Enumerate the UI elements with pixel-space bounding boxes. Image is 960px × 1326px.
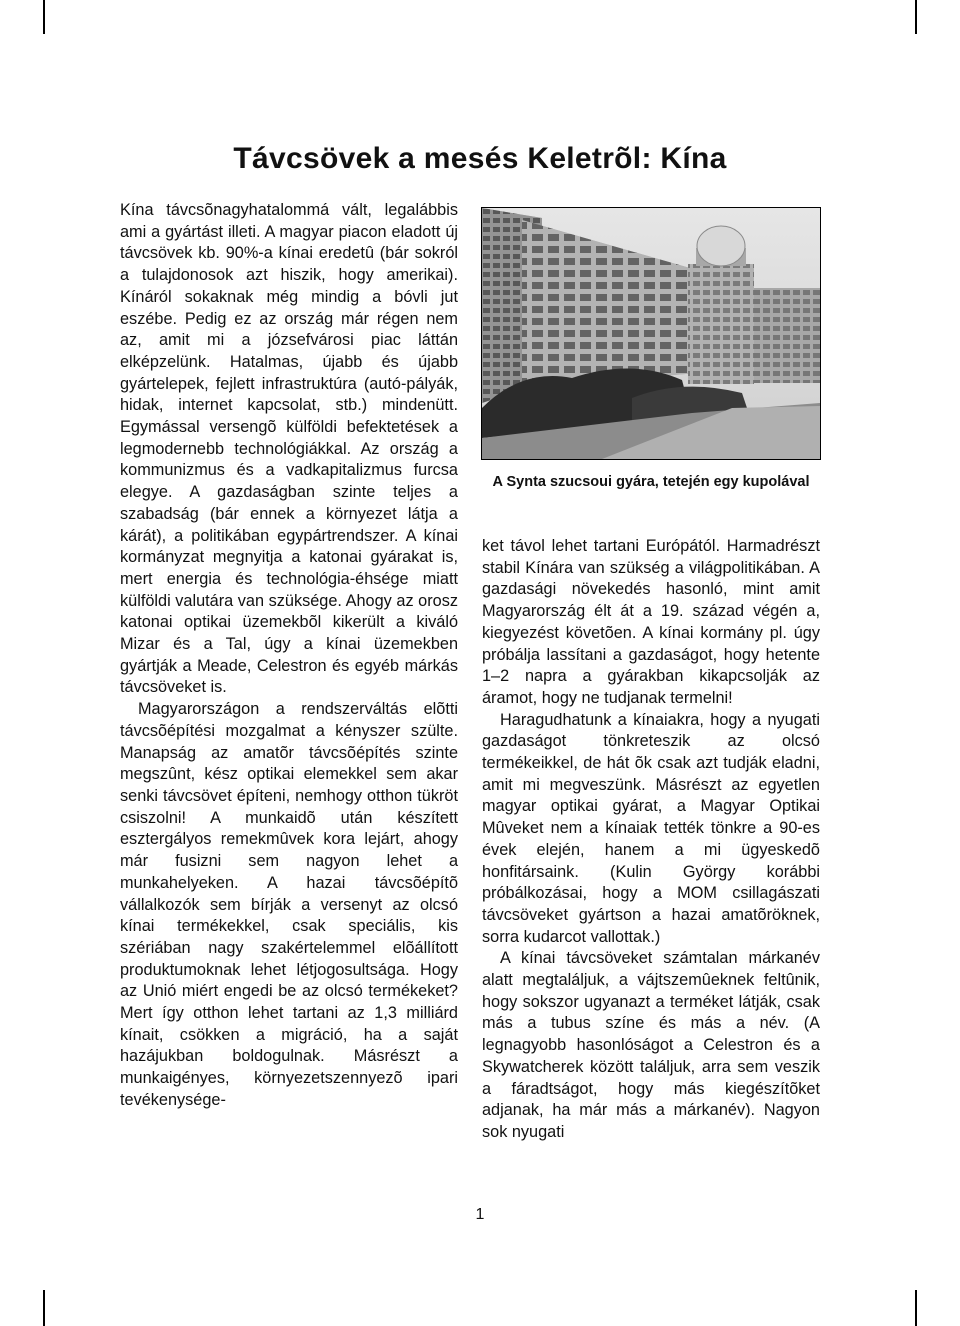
- left-column: [120, 200, 458, 1112]
- paragraph: ket távol lehet tartani Európától. Harmadrészt stabil Kínára van szükség a világpolitikában. A gazdasági növekedés hasonló, mint amit Magyarország élt át a 19. század végén a, kiegyezést követõen. A kínai kormány pl. úgy próbálja lassítani a gazdaságot, hogy hetente 1–2 napra a gyárakban kikapcsolják az áramot, hogy ne tudjanak termelni!: [482, 537, 820, 707]
- factory-photo: [481, 207, 821, 460]
- paragraph: Magyarországon a rendszerváltás elõtti távcsõépítési mozgalmat a kényszer szülte. Manapság az amatõr távcsõépítés szinte megszûnt, kész optikai elemekkel sem akar senki távcsövet építeni, nemhogy otthon tükröt csiszolni! A munkaidõ után készített esztergályos remekmûvek kora lejárt, ahogy már fusizni sem nagyon lehet a munkahelyeken. A hazai távcsõépítõ vállalkozók sem bírják a versenyt az olcsó kínai termékekkel, csak speciális, kis szériában nagy szakértelemmel elõállított produktumoknak lehet létjogosultsága. Hogy az Unió miért engedi be az olcsó termékeket? Mert így otthon lehet tartani az 1,3 milliárd kínait, csökken a migráció, ha a saját hazájukban boldogulnak. Másrészt a munkaigényes, környezetszennyezõ ipari tevékenysége-: [120, 700, 458, 1109]
- page-title: Távcsövek a mesés Keletrõl: Kína: [233, 142, 727, 175]
- crop-mark-bottom-left: [43, 1290, 45, 1326]
- crop-mark-bottom-right: [915, 1290, 917, 1326]
- factory-building-photo-icon: [482, 208, 820, 459]
- paragraph: A kínai távcsöveket számtalan márkanév alatt megtaláljuk, a vájtszemûeknek feltûnik, hogy sokszor ugyanazt a terméket látják, csak más a tubus színe és más a név. (A legnagyobb hasonlóságot a Celestron és a Skywatcherek között találjuk, arra sem veszik a fáradtságot, hogy más kiegészítõket adjanak, ha már más a márkanév). Nagyon sok nyugati: [482, 949, 820, 1141]
- page-number: 1: [475, 1206, 485, 1223]
- crop-mark-top-right: [915, 0, 917, 34]
- crop-mark-top-left: [43, 0, 45, 34]
- photo-caption: A Synta szucsoui gyára, tetején egy kupolával: [492, 474, 810, 490]
- paragraph: Haragudhatunk a kínaiakra, hogy a nyugati gazdaságot tönkreteszik az olcsó termékeikkel, de hát õk csak azt tudják eladni, amit mi megveszünk. Másrészt az egyetlen magyar optikai gyárat, a Magyar Optikai Mûveket nem a kínaiak tették tönkre a 90-es évek elején, hanem a mi ügyeskedõ honfitársaink. (Kulin György korábbi próbálkozásai, hogy a MOM csillagászati távcsöveket gyártson a hazai amatõröknek, sorra kudarcot vallottak.): [482, 710, 820, 946]
- right-column: [482, 536, 820, 1144]
- paragraph: Kína távcsõnagyhatalommá vált, legalábbis ami a gyártást illeti. A magyar piacon eladott új távcsövek kb. 90%-a kínai eredetû (bár sokról a tulajdonosok azt hiszik, hogy amerikai). Kínáról sokaknak még mindig a bóvli jut eszébe. Pedig ez az ország már régen nem az, amit mi a józsefvárosi piac láttán elképzelünk. Hatalmas, újabb és újabb gyártelepek, fejlett infrastruktúra (autó-pályák, hidak, internet kapcsolat, stb.) mindenütt. Egymással versengõ külföldi befektetések a legmodernebb technológiákkal. Az ország a kommunizmus és a vadkapitalizmus furcsa elegye. A gazdaságban szinte teljes a szabadság (bár ennek a környezet látja a kárát), a politikában egypártrendszer. A kínai kormányzat megnyitja a katonai gyárakat is, mert energia és technológia-éhsége miatt külföldi valutára van szüksége. Ahogy az orosz katonai optikai üzemekbõl kikerült a kiváló Mizar és a Tal, úgy a kínai üzemekben gyártják a Meade, Celestron és egyéb márkás távcsöveket is.: [120, 201, 458, 697]
